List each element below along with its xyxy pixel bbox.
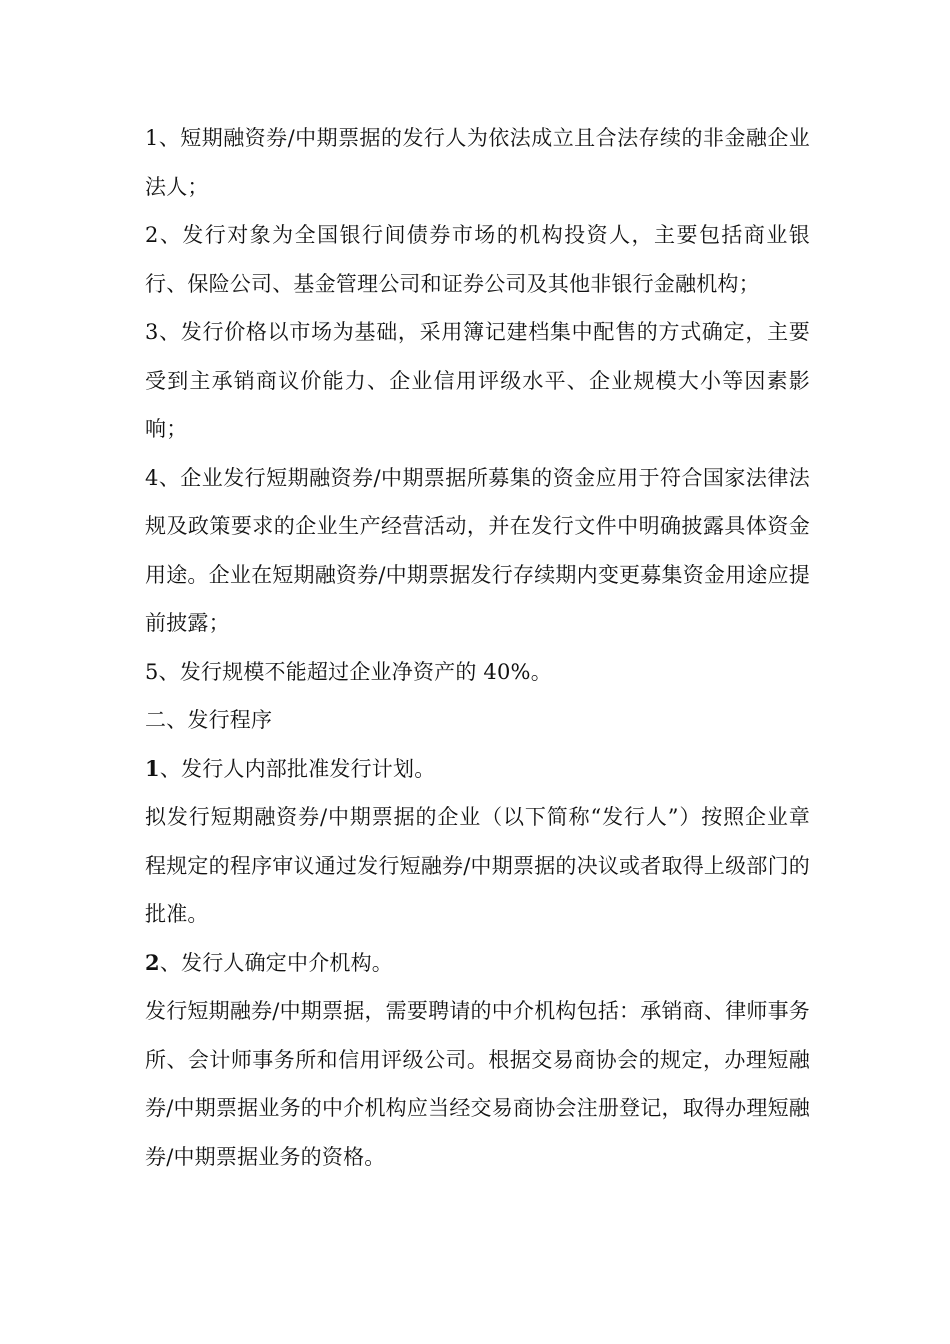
requirement-2: 2、发行对象为全国银行间债券市场的机构投资人，主要包括商业银行、保险公司、基金管理公司和证券公司及其他非银行金融机构； — [145, 223, 810, 296]
section-heading: 二、发行程序 — [145, 708, 273, 732]
step-1-number: 1 — [145, 755, 160, 781]
step-2-title — [145, 939, 810, 988]
requirement-1: 1、短期融资券/中期票据的发行人为依法成立且合法存续的非金融企业法人； — [145, 126, 810, 199]
step-1-title — [145, 745, 810, 794]
step-1-body: 拟发行短期融资券/中期票据的企业（以下简称“发行人”）按照企业章程规定的程序审议通过发行短融券/中期票据的决议或者取得上级部门的批准。 — [145, 805, 810, 926]
step-2-body: 发行短期融券/中期票据，需要聘请的中介机构包括：承销商、律师事务所、会计师事务所和信用评级公司。根据交易商协会的规定，办理短融券/中期票据业务的中介机构应当经交易商协会注册登记，取得办理短融券/中期票据业务的资格。 — [145, 999, 810, 1169]
step-2-title-text: 、发行人确定中介机构。 — [159, 950, 394, 975]
document-body — [145, 114, 810, 1181]
requirement-3: 3、发行价格以市场为基础，采用簿记建档集中配售的方式确定，主要受到主承销商议价能力、企业信用评级水平、企业规模大小等因素影响； — [145, 320, 810, 441]
requirement-5: 5、发行规模不能超过企业净资产的 40%。 — [145, 659, 552, 684]
step-2-number: 2 — [145, 949, 160, 975]
requirement-4: 4、企业发行短期融资券/中期票据所募集的资金应用于符合国家法律法规及政策要求的企业生产经营活动，并在发行文件中明确披露具体资金用途。企业在短期融资券/中期票据发行存续期内变更募集资金用途应提前披露； — [145, 465, 810, 635]
step-1-title-text: 、发行人内部批准发行计划。 — [159, 756, 436, 781]
